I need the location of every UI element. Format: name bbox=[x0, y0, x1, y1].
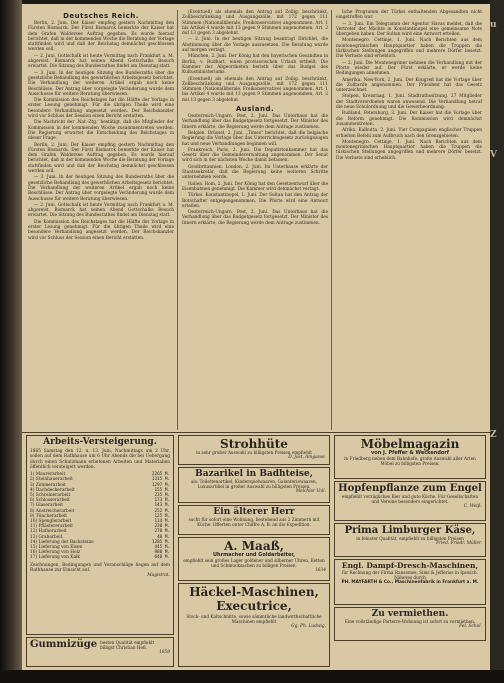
ad-bazar bbox=[178, 467, 330, 503]
ad-dampf-dresch-maschinen bbox=[334, 559, 486, 605]
article-paragraph: (Eventuell) als ehemals den Antrag auf Zollig. beschränkt, Zollbeschränkung und Ausgangszölle, mit 172 gegen 111 Stimmen (Nationalliberale, Freikonservative) angenommen. Art. 1 bis Artikel 4 wurde mit 13 gegen 9 Stimmen angenommen, Art. 2 mit 13 gegen 3 abgelehnt. bbox=[182, 76, 328, 103]
ad-vermiethen-title: Zu vermiethen. bbox=[371, 609, 449, 619]
ad-executrice-text: Stock- und Kaltschnitte, sowie sämmtliche landwirthschaftliche Maschinen empfiehlt bbox=[186, 614, 322, 624]
auction-item-name: 4) Dachdeckerarbeit bbox=[30, 487, 75, 493]
article-paragraph: — 2. Juni. Gottschalk ist heute Vormittag nach Frankfurt a. M. abgereist. Bismarck hat seinen Abend Gottschalks Besuch erwartet. Die Sitzung des Bundesrathes findet am Dienstag statt. bbox=[28, 202, 174, 219]
ad-bazar-text: als: Toilettenartikel, Kinderspielwaaren, Galanteriewaaren, Luxusartikel in großer Auswahl zu billigsten Preisen. bbox=[190, 479, 318, 489]
auction-item-name: 8) Anstreicherarbeit bbox=[30, 508, 75, 514]
auction-item-name: 14) Lieferung der Backsteine bbox=[30, 539, 94, 545]
article-paragraph: — 2. Juni. Die Montenegriner nehmen die Verhandlung mit der Pforte wieder auf. Der Fürst erklärte, er werde keine Bedingungen annehmen. bbox=[336, 60, 482, 77]
ad-aelterer-herr bbox=[178, 505, 330, 535]
auction-item-value: 640 M. bbox=[154, 555, 170, 561]
auction-item-value: 980 M. bbox=[154, 550, 170, 556]
ad-hopfenpflanze-title: Hopfenpflanze zum Engel bbox=[338, 483, 482, 494]
ad-gummizuege-text: besten Qualität empfiehlt billigst Christian Heß. bbox=[100, 640, 155, 650]
auction-item-name: 13) Grabarbeit bbox=[30, 534, 63, 540]
adjacent-page-edge bbox=[490, 0, 504, 683]
article-paragraph: — 3. Juni. In der heutigen Sitzung des Bundesraths über die gesetzliche Behandlung des gewerblichen Arbeitsgesetz berichtet. Die Verhandlung der weiteren Artikel ergab noch keine Beschlüsse. Der Antrag über vorgelegte Veränderung wurde dem Ausschusse für weitere Beratung überwiesen. bbox=[28, 70, 174, 97]
auction-item-value: 1285 M. bbox=[151, 539, 170, 545]
auction-item-name: 17) Lieferung von Kalk bbox=[30, 555, 81, 561]
edge-letter: u bbox=[490, 20, 497, 30]
ad-auction-list bbox=[30, 472, 170, 560]
ad-moebelmagazin-title: Möbelmagazin bbox=[360, 437, 460, 451]
auction-item-name: 11) Pflästererarbeit bbox=[30, 524, 73, 530]
auction-item-name: 15) Lieferung von Eisen bbox=[30, 545, 83, 551]
edge-letter: Z bbox=[490, 430, 497, 440]
ad-bazar-signature: Melchior Voll. bbox=[295, 489, 326, 494]
column-1 bbox=[28, 10, 174, 241]
advertisements-section bbox=[22, 432, 490, 670]
ad-vermiethen-signature: Fel. Schol. bbox=[459, 624, 482, 629]
auction-item-name: 2) Steinhauerarbeit bbox=[30, 477, 73, 483]
article-paragraph: Großbritannien. London, 2. Juni. Im Unterhause erklärte der Staatssekretär, daß die Regierung keine weiteren Schritte unternehmen werde. bbox=[182, 164, 328, 181]
auction-item-value: 1297 M. bbox=[151, 482, 170, 488]
article-paragraph: München, 2. Juni. Der König hat den bayerischen Gesandten in Berlin, v. Rudhart, einen provisorischen Urlaub ertheilt. Die Kammer der Abgeordneten berieth über das Budget des Kultusministeriums. bbox=[182, 54, 328, 76]
ad-haeckel-maschinen bbox=[178, 583, 330, 667]
ad-hopfenpflanze bbox=[334, 481, 486, 521]
article-paragraph: — 3. Juni. Ein Telegramm der Agentur Havas meldet, daß die Vertreter der Mächte in Konstantinopel eine gemeinsame Note übergeben haben. Der Sultan wird eine Antwort erteilen. bbox=[336, 21, 482, 38]
column-rule bbox=[177, 10, 178, 430]
auction-item-name: 3) Zimmerarbeit bbox=[30, 482, 66, 488]
column-3 bbox=[336, 10, 482, 161]
ad-strohhuete-title: Strohhüte bbox=[220, 437, 288, 451]
auction-item-value: 2265 M. bbox=[151, 472, 170, 478]
ad-auction-intro: 1865 Samstag den 12. u. 13. Juni, Nachmittags um 2 Uhr, sollen auf dem Rathhause um 6 Uhr Abends die bei Uebergang durch einen Schutzmann erbetenen Arbeiten und Materialien öffentlich versteigert werden. bbox=[30, 449, 170, 470]
article-paragraph: Afrika. Kalkutta, 2. Juni. Vier Compagnien englischer Truppen erhielten Befehl zum Aufbruch nach den Grenzgebieten. bbox=[336, 128, 482, 139]
article-paragraph: Rußland. Petersburg, 3. Juni. Der Kaiser hat die Vorlage über die Reform genehmigt. Die Kommission wird demnächst zusammentreten. bbox=[336, 111, 482, 127]
ad-maass-text: empfiehlt sein großes Lager goldener und silberner Uhren, Ketten und Schmucksachen zu billigen Preisen. bbox=[183, 558, 325, 568]
article-paragraph: Berlin, 2. Juni. Der Kaiser empfing gestern Nachmittag den Fürsten Bismarck. Der Fürst Bismarck bemerkte der Kaiser hat dem Grafen Waldersee Auftrag gegeben. Es wurde hierauf berichtet, daß in der kommenden Woche die Beratung der Vorlage stattfinden wird und daß der Reichstag demnächst geschlossen werden soll. bbox=[28, 142, 174, 175]
ad-maass-title: A. Maaß, bbox=[224, 539, 284, 553]
ad-vermiethen-text: Eine vollständige Parterre-Wohnung ist sofort zu vermiethen. bbox=[344, 619, 476, 624]
ad-kaese-signature: Fried. Friedr. Müller. bbox=[436, 541, 482, 546]
ad-number: 1859 bbox=[159, 650, 170, 655]
auction-item-value: 125 M. bbox=[154, 513, 170, 519]
ad-bazar-title: Bazarikel in Badhteise, bbox=[195, 469, 313, 479]
book-bottom-edge bbox=[0, 670, 504, 683]
article-paragraph: Frankreich. Paris, 2. Juni. Die Deputirtenkammer hat das Gesetz über die Gemeindeverwaltung angenommen. Der Senat wird sich in der nächsten Woche damit befassen. bbox=[182, 147, 328, 164]
auction-item-name: 5) Schreinerarbeit bbox=[30, 493, 71, 498]
ad-aelterer-herr-text: sucht für sofort eine Wohnung, bestehend aus 2 Zimmern mit Küche. Offerten unter Chiffre A. B. an die Expedition. bbox=[188, 517, 320, 527]
article-paragraph: Die Kommission des Reichstages hat die Hälfte der Vorlage in erster Lesung genehmigt. Für die übrigen Theile wird eine besondere Verhandlung angesetzt werden. Der Reichskanzler wird vor Schluss der Session einen Bericht erstatten. bbox=[28, 98, 174, 120]
article-paragraph: Türkei. Konstantinopel, 1. Juni. Der Sultan hat den Antrag der Botschafter entgegengenommen. Die Pforte wird eine Antwort erteilen. bbox=[182, 193, 328, 209]
auction-item-name: 7) Glaserarbeit bbox=[30, 503, 63, 509]
article-paragraph: — 2. Juni. In der heutigen Sitzung beantragt Dirichlet, die Abstimmung über die Vorlage auszusetzen. Die Beratung wurde auf morgen vertagt. bbox=[182, 37, 328, 54]
ad-strohhuete bbox=[178, 435, 330, 465]
ad-moebelmagazin-firm: von J. Pfeffer & Weckendorf bbox=[371, 450, 449, 456]
auction-item-row bbox=[30, 555, 170, 560]
column-rule bbox=[331, 10, 332, 430]
article-paragraph: — 2. Juni. Gottschalk ist heute Vormittag nach Frankfurt a. M. abgereist. Bismarck hat seinen Abend Gottschalks Besuch erwartet. Die Sitzung des Bundesrathes findet am Dienstag statt. bbox=[28, 53, 174, 70]
ad-auction bbox=[26, 435, 174, 635]
auction-item-value: 40 M. bbox=[157, 534, 170, 540]
auction-item-value: 155 M. bbox=[154, 487, 170, 493]
section-heading-ausland: Ausland. bbox=[235, 105, 275, 114]
ad-moebelmagazin bbox=[334, 435, 486, 479]
ad-maass-subtitle: Uhrmacher und Goldarbeiter, bbox=[213, 552, 295, 558]
auction-item-value: 252 M. bbox=[154, 508, 170, 514]
article-paragraph: Belgien. Brüssel, 2. Juni. „Times" berichtet, daß die belgische Regierung die Vorlage über das Unterrichtsgesetz zurückgezogen hat und neue Verhandlungen beginnen will. bbox=[182, 130, 328, 147]
ad-zu-vermiethen bbox=[334, 607, 486, 641]
auction-item-value: 114 M. bbox=[154, 519, 170, 525]
ad-auction-signature: Magistrat. bbox=[147, 573, 170, 579]
ad-gummizuege bbox=[26, 637, 174, 667]
article-paragraph: Oesterreich-Ungarn. Pest, 2. Juni. Das Unterhaus hat die Verhandlung über das Budgetgesetz fortgesetzt. Der Minister des Innern erklärte, die Regierung werde dem Antrage zustimmen. bbox=[182, 210, 328, 226]
ad-dampf-text: für Rechnung der Firma Ransomes, Sims & Jefferies in Ipswich. Näheres durch bbox=[341, 569, 479, 580]
ad-maass bbox=[178, 537, 330, 581]
auction-item-name: 12) Hafnerarbeit bbox=[30, 529, 67, 535]
article-paragraph: — 3. Juni. In der heutigen Sitzung des Bundesraths über die gesetzliche Behandlung des gewerblichen Arbeitsgesetz berichtet. Die Verhandlung der weiteren Artikel ergab noch keine Beschlüsse. Der Antrag über vorgelegte Veränderung wurde dem Ausschusse für weitere Beratung überwiesen. bbox=[28, 175, 174, 202]
article-paragraph: Oesterreich-Ungarn. Pest, 2. Juni. Das Unterhaus hat die Verhandlung über das Budgetgesetz fortgesetzt. Der Minister des Innern erklärte, die Regierung werde dem Antrage zustimmen. bbox=[182, 114, 328, 130]
column-2 bbox=[182, 10, 328, 226]
ad-number: 1634 bbox=[315, 568, 326, 573]
article-paragraph: Stolpen, Kreisrnag, 1. Juni. Stadtrathssitzung. 27 Mitglieder der Stadtverordneten waren anwesend. Die Verhandlung betraf die neue Schulordnung und die Gewerbeordnung. bbox=[336, 94, 482, 111]
ad-hopfenpflanze-signature: C. Weiß. bbox=[463, 504, 482, 509]
ad-strohhuete-signature: D. Jost, Amgasse. bbox=[288, 455, 326, 460]
ad-kaese-text: in feinster Qualität, empfiehlt zu billigsten Preisen bbox=[356, 536, 464, 541]
ad-gummizuege-title: Gummizüge bbox=[30, 639, 98, 650]
article-paragraph: Montenegro. Cettinje, 1. Juni. Nach Berichten aus dem montenegrinischen Hauptquartier haben die Truppen die türkischen Stellungen angegriffen und mehrere Dörfer besetzt. Die Verluste sind erheblich. bbox=[336, 139, 482, 161]
ad-dampf-signature: PH. MAYFARTH & Co., Maschinenfabrik in Frankfurt a. M. bbox=[341, 579, 479, 585]
article-paragraph: Berlin, 2. Juni. Der Kaiser empfing gestern Nachmittag den Fürsten Bismarck. Der Fürst Bismarck bemerkte der Kaiser hat dem Grafen Waldersee Auftrag gegeben. Es wurde hierauf berichtet, daß in der kommenden Woche die Beratung der Vorlage stattfinden wird und daß der Reichstag demnächst geschlossen werden soll. bbox=[28, 21, 174, 53]
edge-letter: V bbox=[490, 150, 497, 160]
article-paragraph: Italien. Rom, 2. Juni. Der König hat den Gesetzentwurf über die Eisenbahnen genehmigt. Die Kammer wird demnächst vertagt. bbox=[182, 181, 328, 192]
auction-item-value: 235 M. bbox=[154, 493, 170, 498]
article-paragraph: Amerika. New-York, 2. Juni. Der Kongreß hat die Vorlage über die Zolltarife angenommen. Der Präsident hat das Gesetz unterzeichnet. bbox=[336, 77, 482, 94]
ad-dampf-title: Engl. Dampf-Dresch-Maschinen, bbox=[341, 561, 479, 570]
auction-item-name: 10) Spenglerarbeit bbox=[30, 519, 72, 525]
ad-haeckel-title: Häckel-Maschinen, bbox=[189, 585, 319, 599]
ad-auction-title: Arbeits-Versteigerung. bbox=[43, 437, 157, 447]
auction-item-value: 230 M. bbox=[154, 524, 170, 530]
article-paragraph: liche Programm der Türkei enthaltenden Abgesandten nicht eingetroffen war. bbox=[336, 10, 482, 21]
auction-item-name: 16) Lieferung von Holz bbox=[30, 550, 81, 556]
ad-aelterer-herr-title: Ein älterer Herr bbox=[213, 507, 295, 517]
auction-item-value: 270 M. bbox=[154, 529, 170, 535]
auction-item-name: 1) Maurerarbeit bbox=[30, 472, 66, 478]
article-paragraph: (Eventuell) als ehemals den Antrag auf Zollig. beschränkt, Zollbeschränkung und Ausgangszölle, mit 172 gegen 111 Stimmen (Nationalliberale, Freikonservative) angenommen. Art. 1 bis Artikel 4 wurde mit 13 gegen 9 Stimmen angenommen, Art. 2 mit 13 gegen 3 abgelehnt. bbox=[182, 10, 328, 37]
ad-moebelmagazin-text: in Friedberg neben dem Bahnhofe, große Auswahl aller Arten Möbel zu billigsten Preisen. bbox=[344, 456, 476, 466]
ad-auction-footer: Zeichnungen, Bedingungen und Voranschläge liegen auf dem Rathhause zur Einsicht auf. bbox=[30, 562, 170, 573]
auction-item-name: 6) Schlosserarbeit bbox=[30, 498, 70, 504]
auction-item-value: 1315 M. bbox=[151, 477, 170, 483]
auction-item-name: 9) Tüncherarbeit bbox=[30, 513, 67, 519]
ad-executrice-signature: Gg. Ph. Ludwig. bbox=[291, 624, 326, 629]
article-paragraph: Die Kommission des Reichstages hat die Hälfte der Vorlage in erster Lesung genehmigt. Für die übrigen Theile wird eine besondere Verhandlung angesetzt werden. Der Reichskanzler wird vor Schluss der Session einen Bericht erstatten. bbox=[28, 219, 174, 241]
ad-executrice-title: Executrice, bbox=[216, 599, 292, 613]
ad-hopfenpflanze-text: empfiehlt vorzügliches Bier und gute Küche. Für Gesellschaften und Vereine besonders eingerichtet. bbox=[341, 494, 479, 504]
ad-kaese-title: Prima Limburger Käse, bbox=[344, 525, 476, 536]
section-heading-deutsches-reich: Deutsches Reich. bbox=[63, 12, 139, 20]
book-binding bbox=[0, 0, 22, 683]
newspaper-page bbox=[22, 4, 490, 670]
auction-item-value: 143 M. bbox=[154, 503, 170, 509]
ad-strohhuete-text: in sehr großer Auswahl zu billigsten Preisen empfiehlt bbox=[196, 450, 312, 455]
article-paragraph: Die Nachricht der ‚Nat.-Ztg.' bestätigt, daß die Mitglieder der Kommission in der kommenden Woche zusammentreten werden. Die Regierung erwartet die Entscheidung des Reichstages in dieser Frage. bbox=[28, 120, 174, 142]
auction-item-value: 445 M. bbox=[154, 545, 170, 551]
article-paragraph: Montenegro. Cettinje, 1. Juni. Nach Berichten aus dem montenegrinischen Hauptquartier haben die Truppen die türkischen Stellungen angegriffen und mehrere Dörfer besetzt. Die Verluste sind erheblich. bbox=[336, 38, 482, 60]
ad-limburger-kaese bbox=[334, 523, 486, 557]
auction-item-value: 173 M. bbox=[154, 498, 170, 504]
